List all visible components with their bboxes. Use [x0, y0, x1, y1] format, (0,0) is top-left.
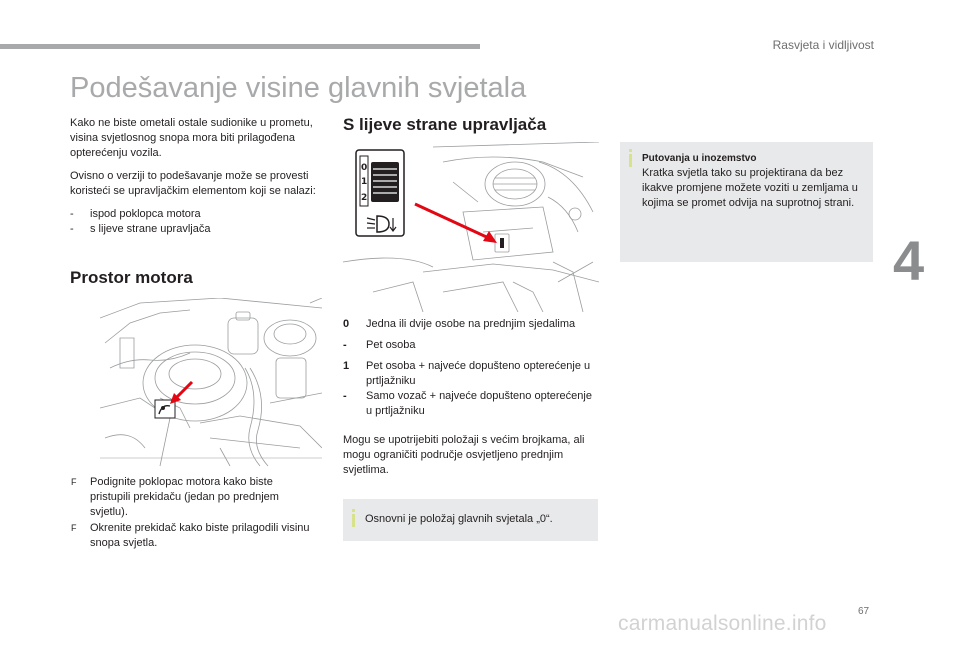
- option-text: Pet osoba + najveće dopušteno opterećenje u prtljažniku: [366, 360, 591, 387]
- engine-heading: Prostor motora: [70, 268, 193, 287]
- watermark[interactable]: carmanualsonline.info: [618, 612, 827, 635]
- engine-steps: [70, 475, 310, 552]
- info-bar: [352, 514, 355, 527]
- note-text: Osnovni je položaj glavnih svjetala „0“.: [365, 513, 553, 525]
- list-item: [70, 475, 310, 520]
- step-arrow-icon: F: [71, 523, 77, 533]
- option-key: -: [343, 339, 347, 351]
- step-text: Okrenite prekidač kako biste prilagodili visinu snopa svjetla.: [90, 522, 310, 549]
- option-text: Pet osoba: [366, 339, 416, 351]
- section-title: Rasvjeta i vidljivost: [772, 38, 874, 52]
- list-item-text: s lijeve strane upravljača: [90, 223, 211, 235]
- option-text: Jedna ili dvije osobe na prednjim sjedalima: [366, 318, 576, 330]
- dashboard-illustration: [343, 142, 599, 312]
- list-item: [343, 359, 599, 389]
- switch-label: 2: [361, 193, 368, 203]
- list-item: [343, 389, 599, 419]
- list-item: [343, 338, 599, 353]
- load-options: [343, 317, 599, 478]
- left-side-heading: S lijeve strane upravljača: [343, 115, 547, 134]
- list-item: [343, 317, 599, 332]
- page-title: Podešavanje visine glavnih svjetala: [70, 72, 527, 104]
- info-icon: [352, 509, 355, 512]
- higher-positions-paragraph: Mogu se upotrijebiti položaji s većim brojkama, ali mogu ograničiti područje osvjetljeno prednjim svjetlima.: [343, 434, 585, 476]
- intro-paragraph-1: Kako ne biste ometali ostale sudionike u prometu, visina svjetlosnog snopa mora biti prilagođena opterećenju vozila.: [70, 117, 313, 159]
- chapter-number: 4: [893, 229, 925, 292]
- list-item: [70, 207, 320, 222]
- step-arrow-icon: F: [71, 477, 77, 487]
- travel-abroad-note: [620, 142, 873, 262]
- note-content: [642, 151, 865, 211]
- intro-paragraph-2: Ovisno o verziji to podešavanje može se provesti koristeći se upravljačkim elementom koji se nalazi:: [70, 170, 316, 197]
- engine-bay-illustration: [100, 298, 322, 468]
- dash-mark: -: [70, 208, 74, 220]
- page-number: 67: [858, 606, 870, 617]
- list-item-text: ispod poklopca motora: [90, 208, 201, 220]
- option-key: -: [343, 390, 347, 402]
- switch-label: 1: [361, 177, 368, 187]
- option-text: Samo vozač + najveće dopušteno opterećenje u prtljažniku: [366, 390, 592, 417]
- list-item: [70, 521, 310, 551]
- default-position-note: [343, 499, 598, 541]
- list-item: [70, 222, 320, 237]
- switch-label: 0: [361, 163, 368, 173]
- option-key: 0: [343, 318, 350, 330]
- dashboard-drawing: [343, 142, 599, 312]
- intro-section: [70, 116, 320, 237]
- dash-mark: -: [70, 223, 74, 235]
- note-title: Putovanja u inozemstvo: [642, 153, 757, 164]
- note-text: Kratka svjetla tako su projektirana da bez ikakve promjene možete voziti u zemljama u kojima se promet odvija na suprotnoj strani.: [642, 167, 858, 209]
- engine-bay-drawing: [100, 298, 322, 468]
- step-text: Podignite poklopac motora kako biste pristupili prekidaču (jedan po prednjem svjetlu).: [90, 476, 279, 518]
- top-rule: [0, 44, 480, 49]
- info-icon: [629, 149, 632, 152]
- option-key: 1: [343, 360, 350, 372]
- info-bar: [629, 154, 632, 167]
